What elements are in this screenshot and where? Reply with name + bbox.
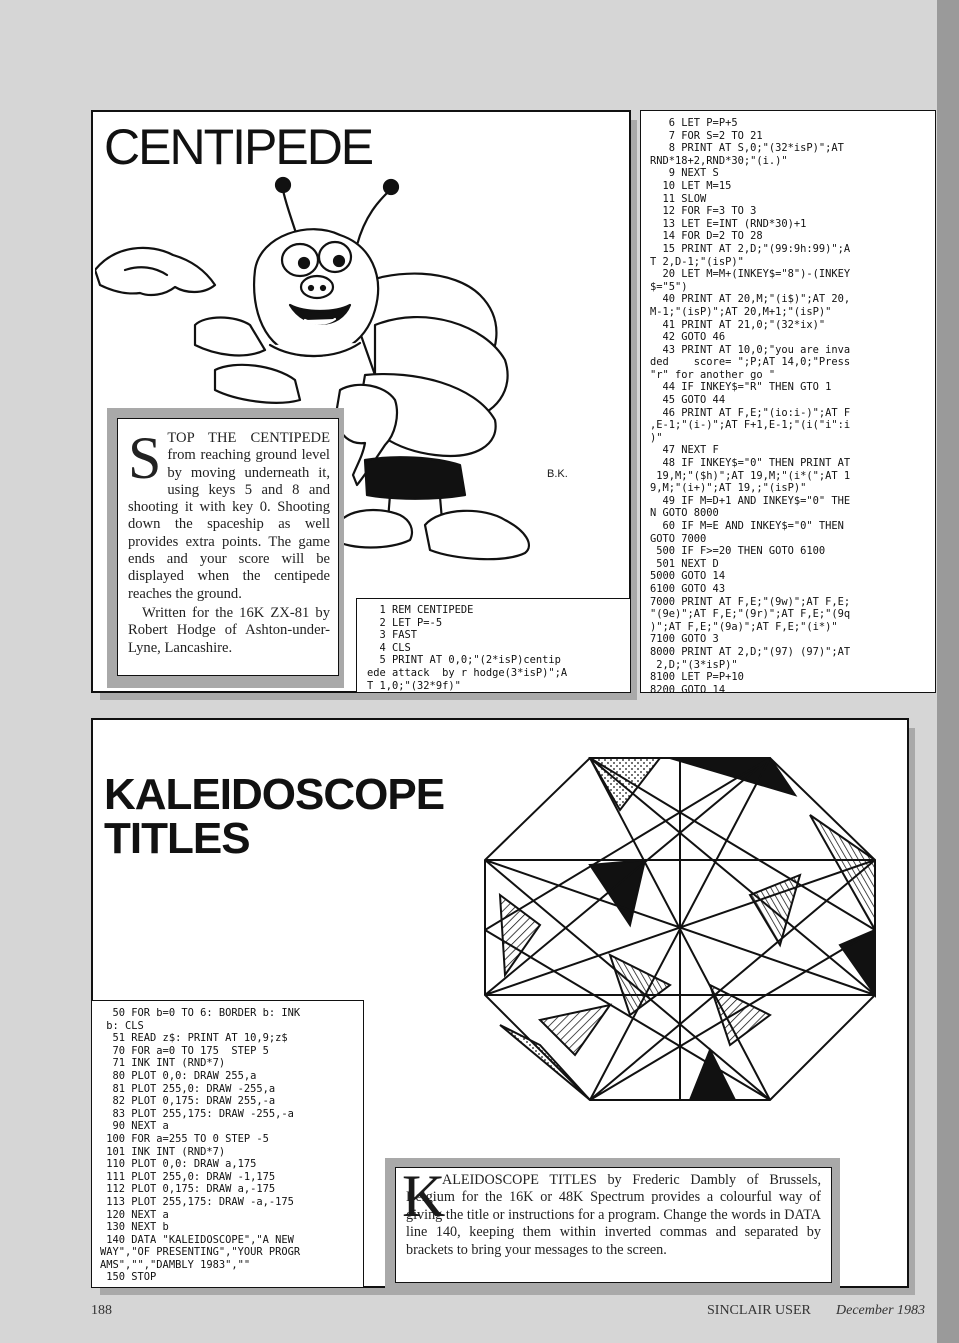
centipede-dropcap: S (128, 425, 162, 491)
page-number: 188 (91, 1303, 112, 1318)
centipede-listing-part2: 6 LET P=P+5 7 FOR S=2 TO 21 8 PRINT AT S,0;"(32*isP)";AT RND*18+2,RND*30;"(i.)" 9 NEXT S 10 LET M=15 11 SLOW 12 FOR F=3 TO 3 13 LET E=INT (RND*30)+1 14 FOR D=2 TO 28 15 PRINT AT 2,D;"(99:9h:99)";A T 2,D-1;"(isP)" 20 LET M=M+(INKEY$="8")-(INKEY $="5") 40 PRINT AT 20,M;"(i$)";AT 20, M-1;"(isP)";AT 20,M+1;"(isP)" 41 PRINT AT 21,0;"(32*ix)" 42 GOTO 46 43 PRINT AT 10,0;"you are inva ded score= ";P;AT 14,0;"Press "r" for another go " 44 IF INKEY$="R" THEN GTO 1 45 GOTO 44 46 PRINT AT F,E;"(io:i-)";AT F ,E-1;"(i-)";AT F+1,E-1;"(i("i":i )" 47 NEXT F 48 IF INKEY$="0" THEN PRINT AT 19,M;"($h)";AT 19,M;"(i*(";AT 1 9,M;"(i+)";AT 19,;"(isP)" 49 IF M=D+1 AND INKEY$="0" THE N GOTO 8000 60 IF M=E AND INKEY$="0" THEN GOTO 7000 500 IF F>=20 THEN GOTO 6100 501 NEXT D 5000 GOTO 14 6100 GOTO 43 7000 PRINT AT F,E;"(9w)";AT F,E; "(9e)";AT F,E;"(9r)";AT F,E;"(9q )";AT F,E;"(9a)";AT F,E;"(i*)" 7100 GOTO 3 8000 PRINT AT 2,D;"(97) (97)";AT 2,D;"(3*isP)" 8100 LET P=P+10 8200 GOTO 14 (650, 117, 851, 696)
issue-date: December 1983 (836, 1303, 926, 1318)
page-binding-edge (937, 0, 959, 1343)
centipede-title: CENTIPEDE (104, 119, 373, 175)
publication-name: SINCLAIR USER (707, 1303, 811, 1318)
kaleidoscope-title-line2: TITLES (104, 814, 250, 863)
centipede-credit: Written for the 16K ZX-81 by Robert Hodge of Ashton-under-Lyne, Lancashire. (128, 604, 330, 656)
centipede-description-box (117, 418, 339, 676)
artist-signature: B.K. (547, 468, 568, 480)
kaleidoscope-description-box (395, 1163, 832, 1283)
centipede-listing-part1: 1 REM CENTIPEDE 2 LET P=-5 3 FAST 4 CLS 5 PRINT AT 0,0;"(2*isP)centip ede attack by r hodge(3*isP)";A T 1,0;"(32*9f)" (367, 604, 568, 692)
kaleidoscope-illustration (480, 755, 880, 1105)
kaleidoscope-description: ALEIDOSCOPE TITLES by Frederic Dambly of Brussels, Belgium for the 16K or 48K Spectrum provides a colourful way of giving the title or instructions for a program. Change the words in DATA line 140, keeping them within inverted commas and separated by brackets to bring your messages to the screen. (406, 1172, 821, 1258)
centipede-description (128, 425, 330, 603)
kaleidoscope-listing: 50 FOR b=0 TO 6: BORDER b: INK b: CLS 51 READ z$: PRINT AT 10,9;z$ 70 FOR a=0 TO 175 STEP 5 71 INK INT (RND*7) 80 PLOT 0,0: DRAW 255,a 81 PLOT 255,0: DRAW -255,a 82 PLOT 0,175: DRAW 255,-a 83 PLOT 255,175: DRAW -255,-a 90 NEXT a 100 FOR a=255 TO 0 STEP -5 101 INK INT (RND*7) 110 PLOT 0,0: DRAW a,175 111 PLOT 255,0: DRAW -1,175 112 PLOT 0,175: DRAW a,-175 113 PLOT 255,175: DRAW -a,-175 120 NEXT a 130 NEXT b 140 DATA "KALEIDOSCOPE","A NEW WAY","OF PRESENTING","YOUR PROGR AMS","","DAMBLY 1983","" 150 STOP (100, 1007, 301, 1284)
centipede-description-text: TOP THE CENTIPEDE from reaching ground level by moving underneath it, using keys 5 and 8 and shooting it with key 0. Shooting down the spaceship as well provides extra points. The game ends and your score will be displayed when the centipede reaches the ground. (128, 430, 330, 602)
kaleidoscope-dropcap: K (402, 1163, 446, 1229)
kaleidoscope-title-line1: KALEIDOSCOPE (104, 770, 445, 819)
